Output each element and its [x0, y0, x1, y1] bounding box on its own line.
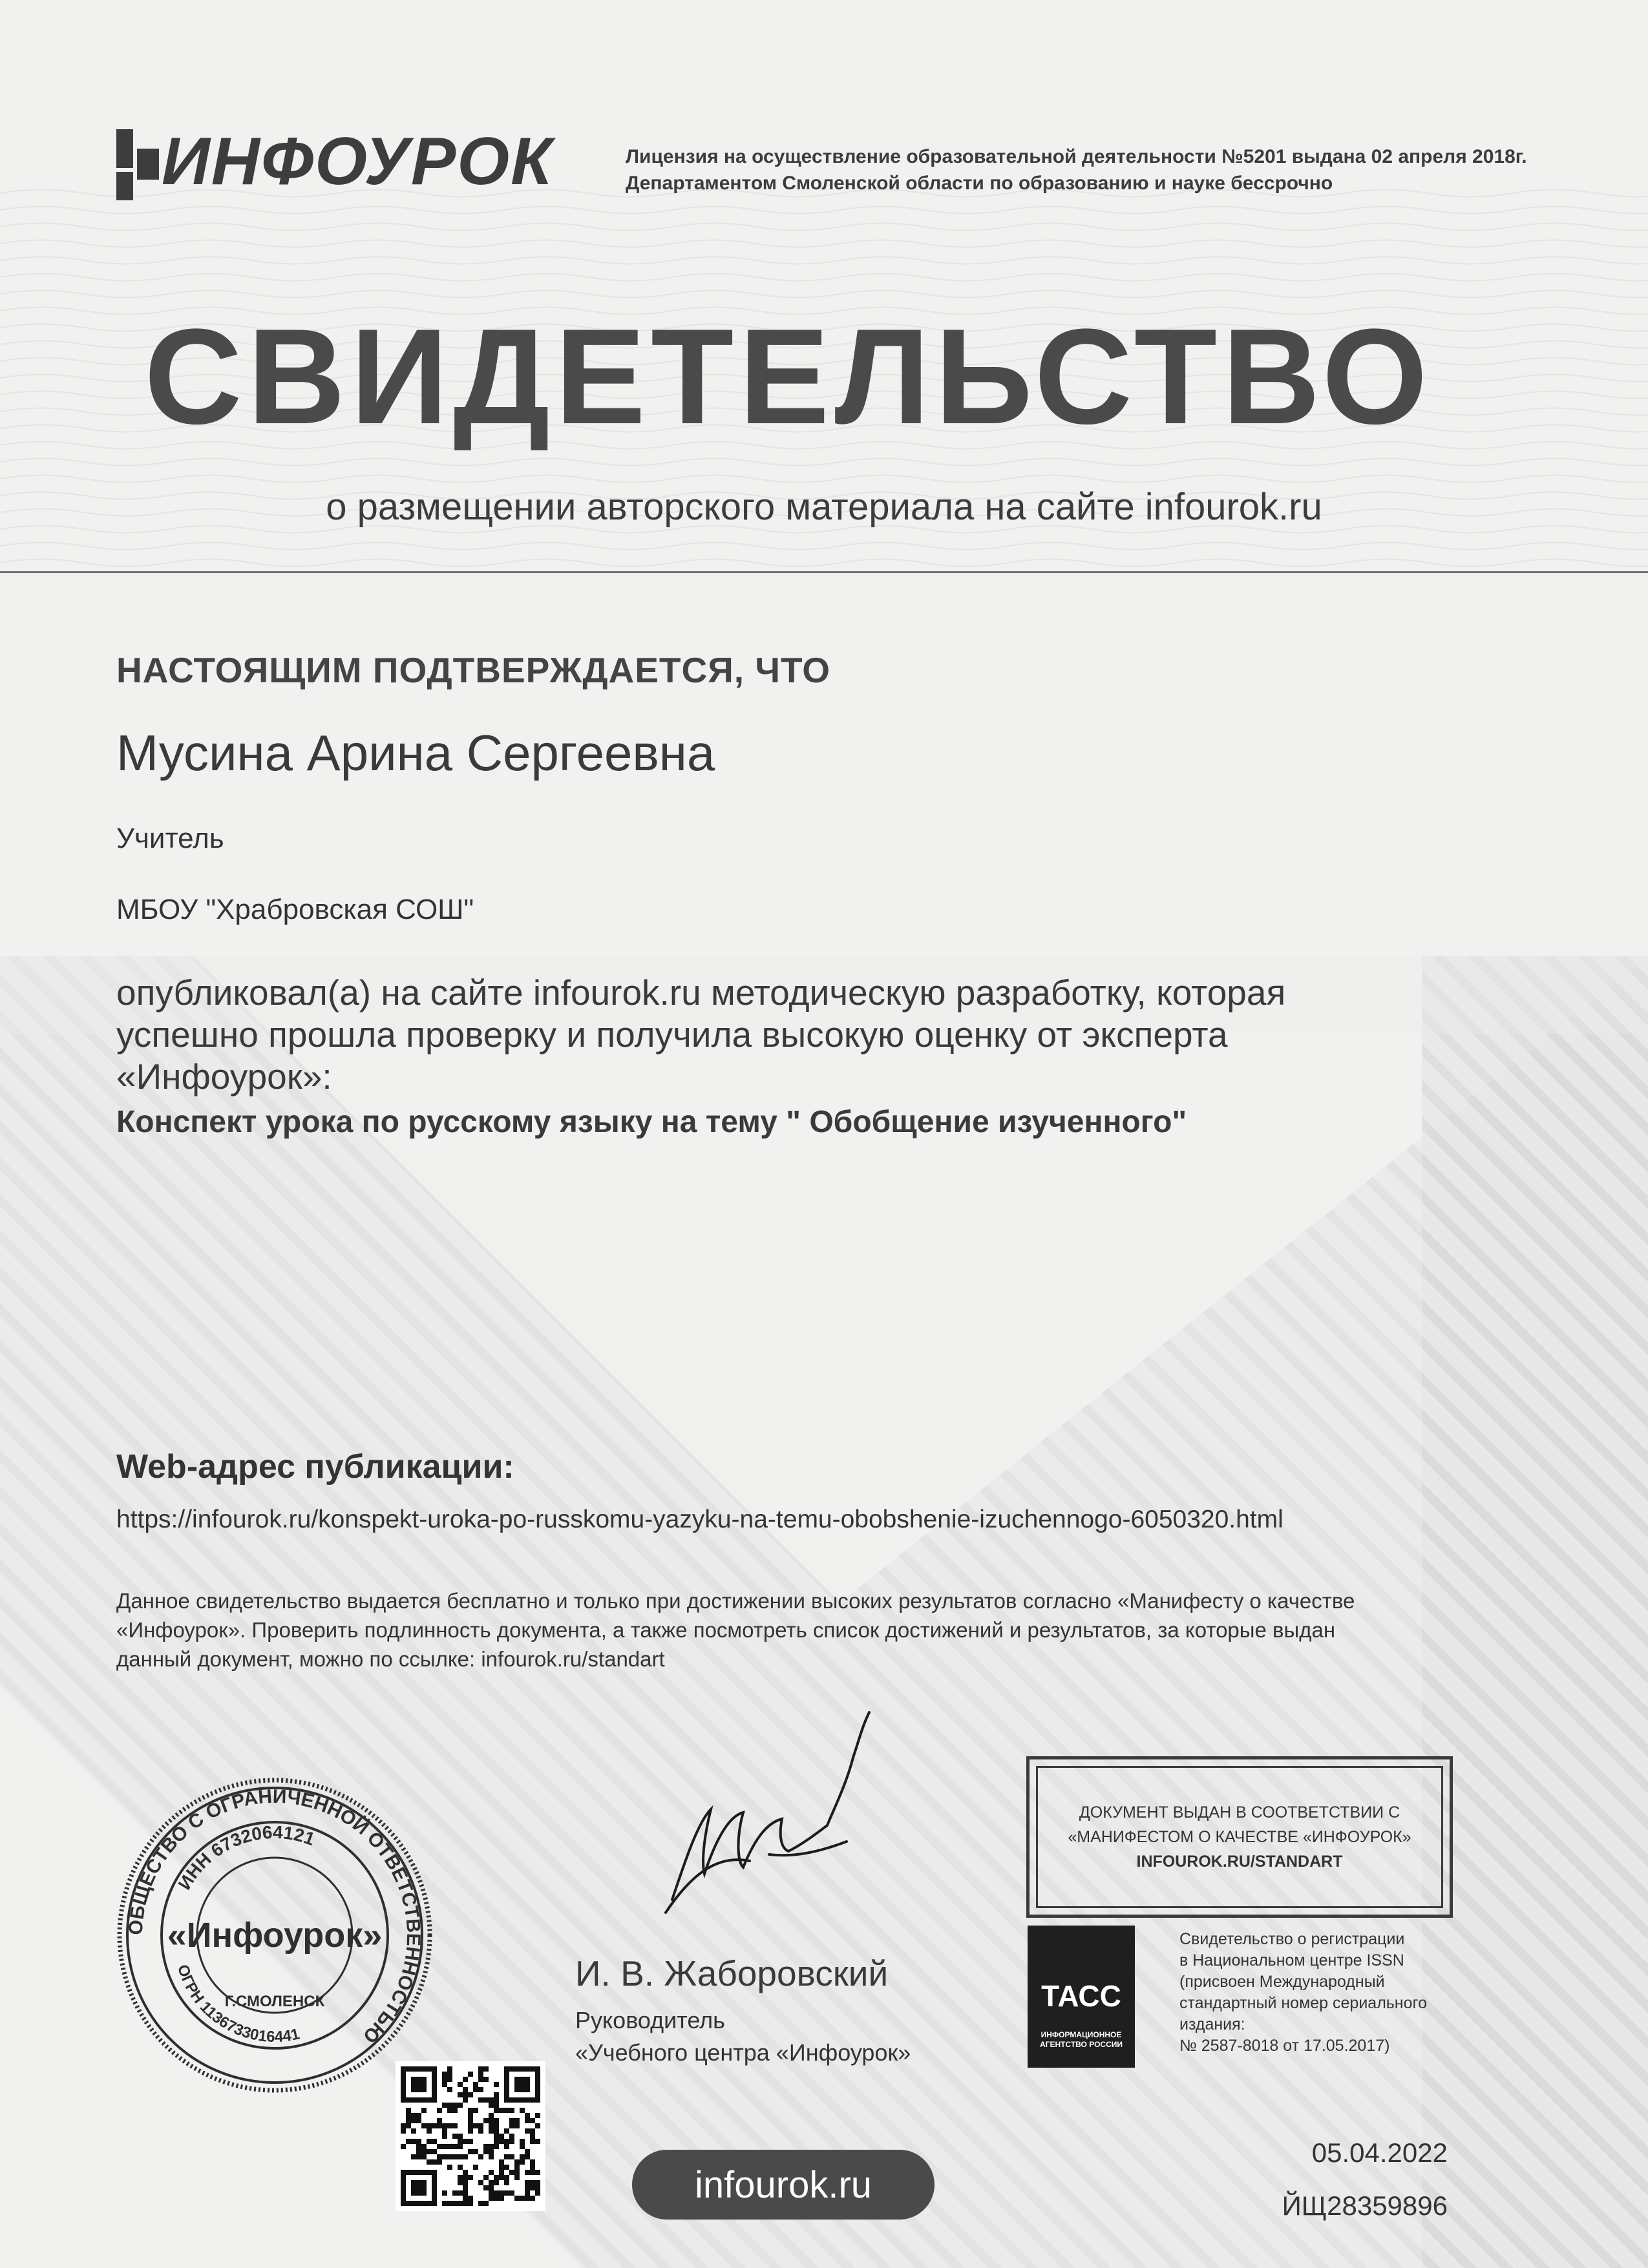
- signatory-role-2: «Учебного центра «Инфоурок»: [575, 2039, 911, 2066]
- manifest-box: [1026, 1756, 1453, 1918]
- recipient-position: Учитель: [116, 823, 224, 854]
- published-statement: опубликовал(а) на сайте infourok.ru методическую разработку, которая успешно прошла проверку и получила высокую оценку от эксперта «Инфоурок»:: [116, 972, 1286, 1097]
- signatory-name: И. В. Жаборовский: [575, 1953, 889, 1993]
- signatory-role-1: Руководитель: [575, 2007, 725, 2033]
- issn-line-6: № 2587-8018 от 17.05.2017): [1179, 2037, 1390, 2055]
- certificate-title: СВИДЕТЕЛЬСТВО: [144, 300, 1433, 452]
- issn-registration: [1179, 1929, 1490, 2057]
- divider: [0, 571, 1648, 573]
- recipient-organization: МБОУ "Храбровская СОШ": [116, 894, 474, 925]
- license-line-1: Лицензия на осуществление образовательной деятельности №5201 выдана 02 апреля 2018г.: [626, 146, 1527, 167]
- issn-line-3: (присвоен Международный: [1179, 1973, 1385, 1991]
- issn-line-2: в Национальном центре ISSN: [1179, 1951, 1404, 1969]
- tass-sub-2: АГЕНТСТВО РОССИИ: [1040, 2040, 1123, 2049]
- logo-text: ИНФОУРОК: [162, 124, 554, 199]
- material-title: Конспект урока по русскому языку на тему " Обобщение изученного": [116, 1105, 1187, 1139]
- certificate-subtitle: о размещении авторского материала на сайте infourok.ru: [326, 486, 1322, 528]
- signature-image: [640, 1706, 898, 1938]
- manifest-line-2: «МАНИФЕСТОМ О КАЧЕСТВЕ «ИНФОУРОК»: [1068, 1828, 1411, 1846]
- signatory-role: [575, 2004, 911, 2069]
- stamp-outer-text: ОБЩЕСТВО С ОГРАНИЧЕННОЙ ОТВЕТСТВЕННОСТЬЮ: [125, 1785, 425, 2048]
- tass-subtitle: [1028, 2030, 1135, 2050]
- company-stamp: [113, 1774, 436, 2097]
- license-text: [626, 143, 1527, 196]
- stamp-center: «Инфоурок»: [167, 1916, 383, 1955]
- document-number: ЙЩ28359896: [1282, 2190, 1448, 2221]
- issn-line-1: Свидетельство о регистрации: [1179, 1930, 1405, 1948]
- web-address-label: Web-адрес публикации:: [116, 1448, 514, 1486]
- site-pill[interactable]: infourok.ru: [632, 2150, 935, 2220]
- stamp-ogrn: ОГРН 1136733016441: [173, 1962, 302, 2046]
- issn-line-5: издания:: [1179, 2015, 1245, 2033]
- manifest-line-1: ДОКУМЕНТ ВЫДАН В СООТВЕТСТВИИ С: [1079, 1803, 1400, 1822]
- manifest-line-3: INFOUROK.RU/STANDART: [1136, 1853, 1343, 1871]
- tass-logo-text: ТАСС: [1041, 1979, 1121, 2013]
- tass-sub-1: ИНФОРМАЦИОННОЕ: [1041, 2030, 1122, 2039]
- publication-url[interactable]: https://infourok.ru/konspekt-uroka-po-russkomu-yazyku-na-temu-obobshenie-izuchennogo-6050320.html: [116, 1506, 1284, 1533]
- recipient-name: Мусина Арина Сергеевна: [116, 724, 715, 781]
- stamp-inn: ИНН 6732064121: [174, 1822, 318, 1893]
- certificate-note: Данное свидетельство выдается бесплатно и только при достижении высоких результатов согласно «Манифесту о качестве «Инфоурок». Проверить подлинность документа, а также посмотреть список достижений и результатов, за которые выдан данный документ, можно по ссылке: infourok.ru/standart: [116, 1589, 1355, 1671]
- confirm-heading: НАСТОЯЩИМ ПОДТВЕРЖДАЕТСЯ, ЧТО: [116, 650, 830, 690]
- license-line-2: Департаментом Смоленской области по образованию и науке бессрочно: [626, 173, 1333, 194]
- issn-line-4: стандартный номер сериального: [1179, 1994, 1427, 2012]
- issue-date: 05.04.2022: [1311, 2137, 1448, 2168]
- stamp-city: Г.СМОЛЕНСК: [224, 1993, 325, 2010]
- qr-code[interactable]: [396, 2061, 545, 2211]
- infourok-logo-icon: [116, 129, 162, 200]
